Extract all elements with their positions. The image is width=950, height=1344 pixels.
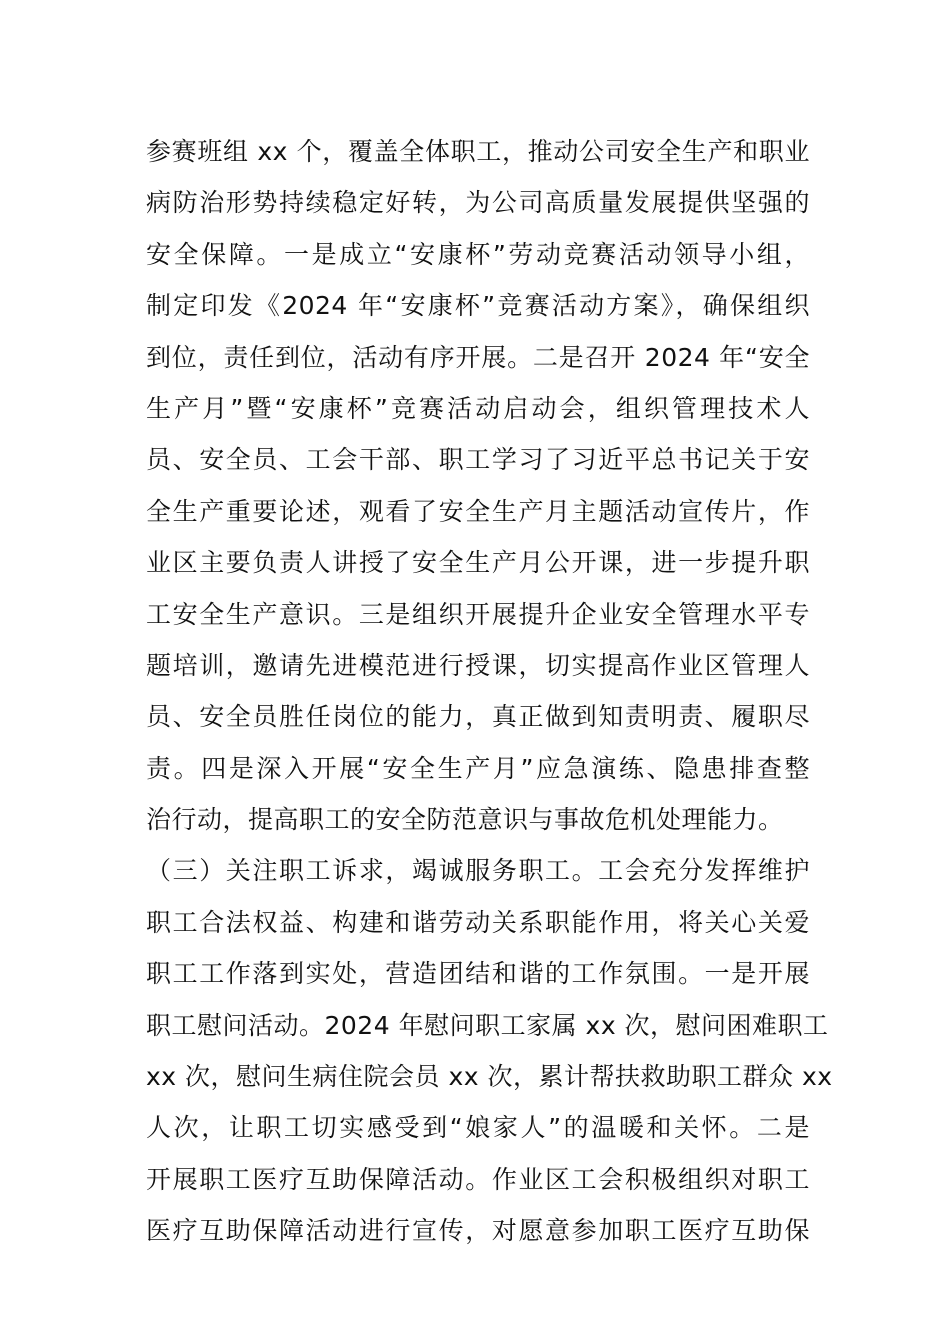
text-line: 安全保障。一是成立“安康杯”劳动竞赛活动领导小组， <box>146 239 810 269</box>
text-line: 职工合法权益、构建和谐劳动关系职能作用，将关心关爱 <box>146 907 810 937</box>
text-line: xx 次，慰问生病住院会员 xx 次，累计帮扶救助职工群众 xx <box>146 1062 833 1092</box>
text-line: 医疗互助保障活动进行宣传，对愿意参加职工医疗互助保 <box>146 1216 810 1246</box>
text-line: 到位，责任到位，活动有序开展。二是召开 2024 年“安全 <box>146 342 810 372</box>
text-line: 参赛班组 xx 个，覆盖全体职工，推动公司安全生产和职业 <box>146 137 810 166</box>
section-heading-line: （三）关注职工诉求，竭诚服务职工。工会充分发挥维护 <box>146 856 810 886</box>
text-line: 职工慰问活动。2024 年慰问职工家属 xx 次，慰问困难职工 <box>146 1010 829 1040</box>
text-line: 题培训，邀请先进模范进行授课，切实提高作业区管理人 <box>146 650 810 680</box>
body-text <box>146 126 833 1257</box>
text-line: 员、安全员胜任岗位的能力，真正做到知责明责、履职尽 <box>146 702 810 732</box>
text-line: 生产月”暨“安康杯”竞赛活动启动会，组织管理技术人 <box>146 393 810 423</box>
paragraph-end-line: 治行动，提高职工的安全防范意识与事故危机处理能力。 <box>146 805 784 835</box>
text-line: 制定印发《2024 年“安康杯”竞赛活动方案》，确保组织 <box>146 291 810 321</box>
text-line: 业区主要负责人讲授了安全生产月公开课，进一步提升职 <box>146 548 810 578</box>
text-line: 责。四是深入开展“安全生产月”应急演练、隐患排查整 <box>146 753 810 783</box>
text-line: 职工工作落到实处，营造团结和谐的工作氛围。一是开展 <box>146 959 810 989</box>
text-line: 员、安全员、工会干部、职工学习了习近平总书记关于安 <box>146 445 810 475</box>
text-line: 工安全生产意识。三是组织开展提升企业安全管理水平专 <box>146 599 810 629</box>
text-line: 全生产重要论述，观看了安全生产月主题活动宣传片，作 <box>146 496 810 526</box>
text-line: 人次，让职工切实感受到“娘家人”的温暖和关怀。二是 <box>146 1113 810 1143</box>
text-line: 开展职工医疗互助保障活动。作业区工会积极组织对职工 <box>146 1164 810 1194</box>
text-line: 病防治形势持续稳定好转，为公司高质量发展提供坚强的 <box>146 188 810 218</box>
